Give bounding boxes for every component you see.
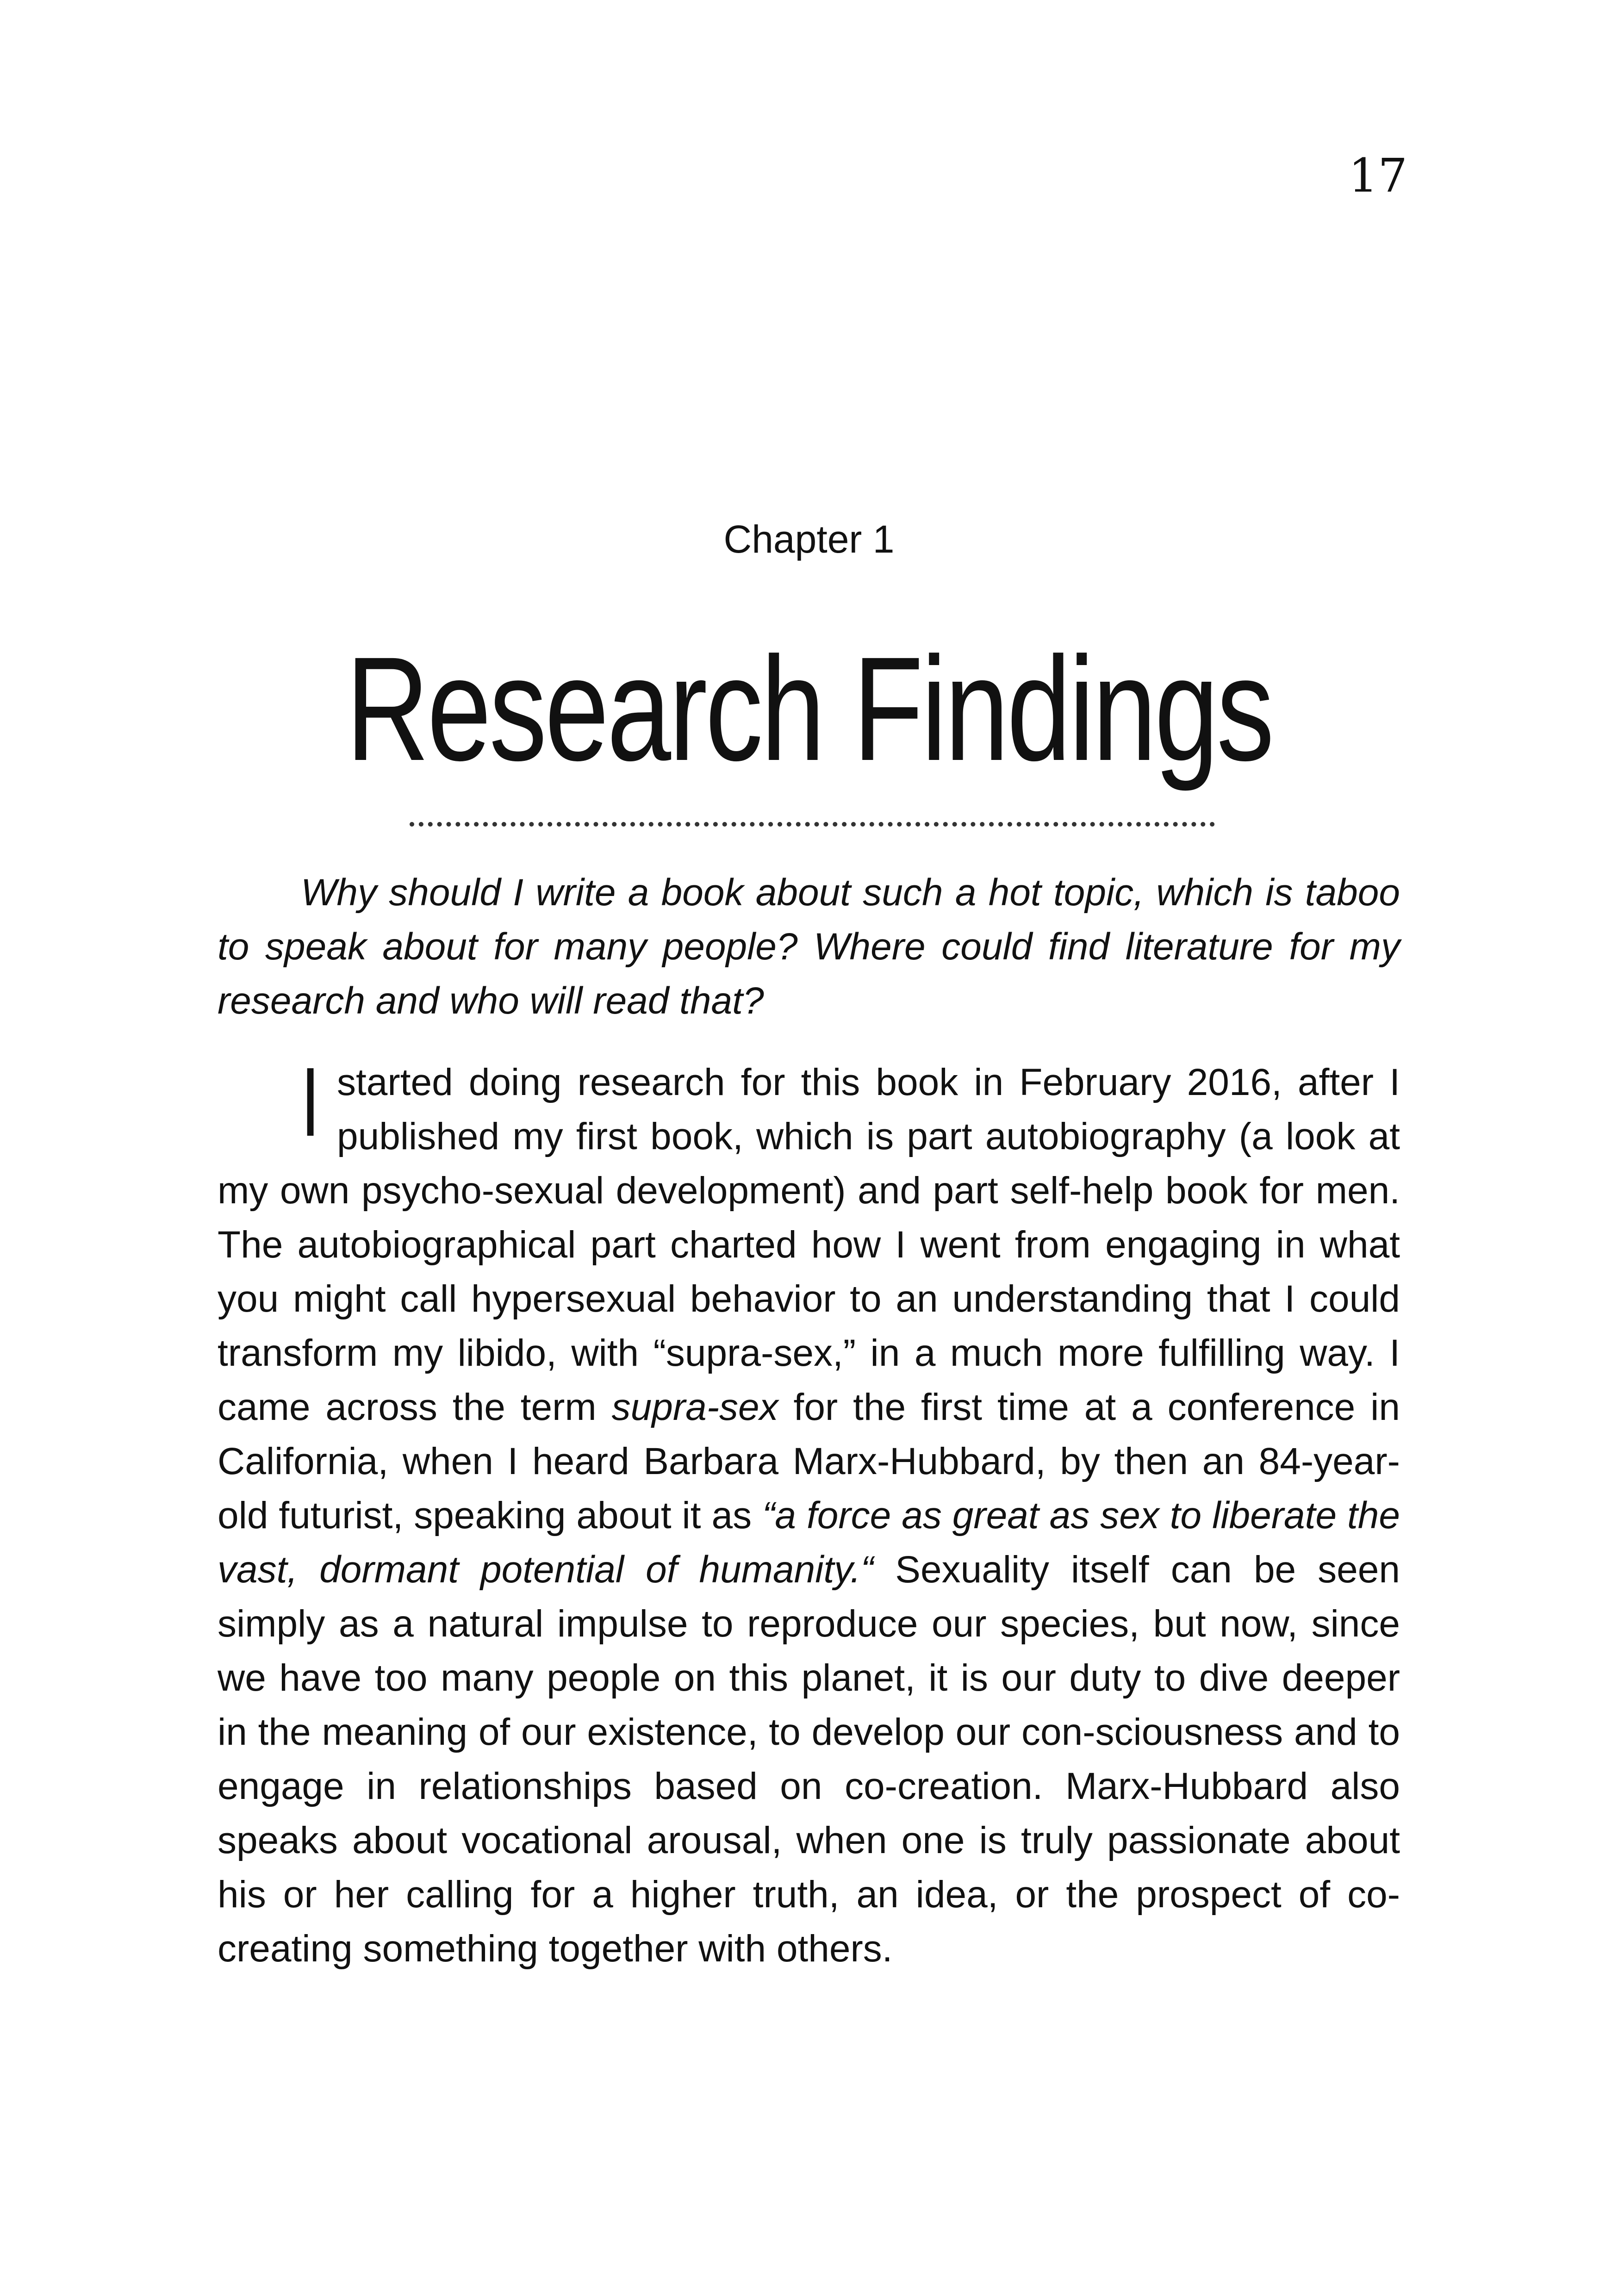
body-italic-term: supra-sex bbox=[611, 1386, 778, 1428]
title-divider bbox=[410, 822, 1215, 827]
body-paragraph bbox=[218, 1047, 1400, 1976]
body-text-segment: started doing research for this book in February 2016, after I published my first book, which is part autobiography (a look at my own psycho-sexual development) and part self-help book for men. The autobiographical part charted how I went from engaging in what you might call hypersexual behavior to an understanding that I could transform my libido, with “supra-sex,” in a much more fulfilling way. I came across the term bbox=[218, 1061, 1400, 1428]
body-text-segment: for the first time at a conference in California, when I heard Barbara Marx-Hubbard, by then an 84-year-old futurist, speaking about it as bbox=[218, 1386, 1400, 1537]
chapter-title: Research Findings bbox=[346, 626, 1272, 791]
body-italic-quote: “a force as great as sex to liberate the vast, dormant potential of humanity.“ bbox=[218, 1494, 1400, 1591]
chapter-label: Chapter 1 bbox=[723, 517, 895, 561]
body-text-segment: Sexuality itself can be seen simply as a natural impulse to reproduce our species, but now, since we have too many people on this planet, it is our duty to dive deeper in the meaning of our existence, to develop our con-sciousness and to engage in relationships based on co-creation. Marx-Hubbard also speaks about vocational arousal, when one is truly passionate about his or her calling for a higher truth, an idea, or the prospect of co-creating something together with others. bbox=[218, 1549, 1400, 1970]
page-number: 17 bbox=[1348, 149, 1407, 203]
drop-cap: I bbox=[301, 1047, 320, 1157]
epigraph: Why should I write a book about such a hot topic, which is taboo to speak about for many people? Where could find literature for my research and who will read that? bbox=[218, 871, 1400, 1022]
